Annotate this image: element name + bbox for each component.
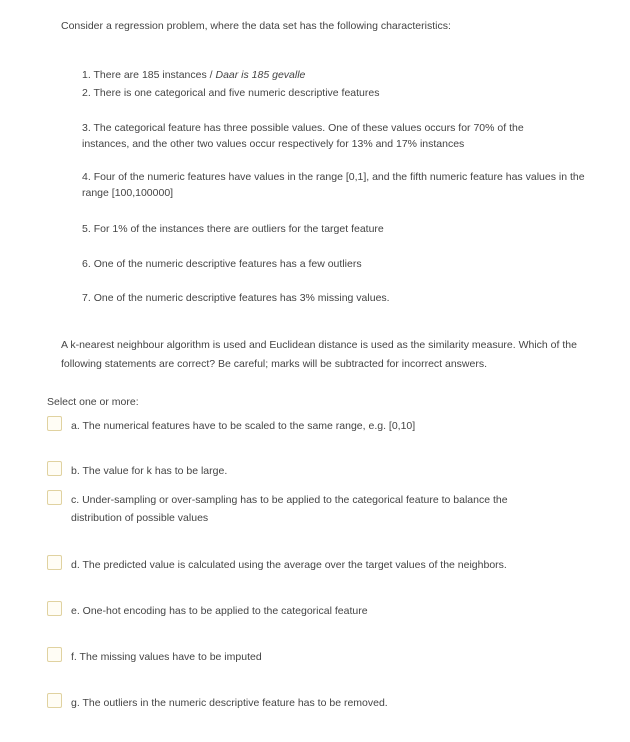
list-item-text: Four of the numeric features have values in the range [0,1], and the fifth numeric feature has values in the range [100,100000] [82, 171, 585, 199]
checkbox[interactable] [47, 601, 62, 616]
list-item-note: Daar is 185 gevalle [215, 69, 306, 81]
list-item-number: 3. [82, 122, 91, 134]
option-label: f. The missing values have to be imputed [71, 651, 262, 663]
checkbox[interactable] [47, 555, 62, 570]
list-item-number: 6. [82, 258, 91, 270]
list-item-text: The categorical feature has three possible values. One of these values occurs for 70% of the instances, and the other two values occur respectively for 13% and 17% instances [82, 122, 524, 150]
list-item [82, 67, 582, 83]
question-text: A k-nearest neighbour algorithm is used and Euclidean distance is used as the similarity measure. Which of the following statements are correct? Be careful; marks will be subtracted for incorrect answers. [61, 339, 577, 370]
list-item-text: There is one categorical and five numeric descriptive features [93, 87, 380, 99]
option-label: b. The value for k has to be large. [71, 465, 228, 477]
list-item-number: 2. [82, 87, 91, 99]
list-item [82, 290, 582, 306]
checkbox[interactable] [47, 647, 62, 662]
checkbox[interactable] [47, 490, 62, 505]
select-label: Select one or more: [47, 396, 139, 408]
option-label: d. The predicted value is calculated using the average over the target values of the neighbors. [71, 559, 507, 571]
checkbox[interactable] [47, 416, 62, 431]
option-label: g. The outliers in the numeric descriptive feature has to be removed. [71, 697, 388, 709]
list-item [82, 256, 582, 272]
list-item [82, 85, 582, 101]
list-item-text: One of the numeric descriptive features has 3% missing values. [93, 292, 390, 304]
list-item [82, 169, 592, 201]
list-item [82, 120, 562, 152]
intro-text: Consider a regression problem, where the data set has the following characteristics: [61, 20, 451, 32]
list-item-text: One of the numeric descriptive features has a few outliers [93, 258, 362, 270]
list-item-text: There are 185 instances / [93, 69, 216, 81]
option-label: a. The numerical features have to be scaled to the same range, e.g. [0,10] [71, 420, 416, 432]
checkbox[interactable] [47, 693, 62, 708]
list-item-number: 1. [82, 69, 91, 81]
list-item-number: 7. [82, 292, 91, 304]
list-item-text: For 1% of the instances there are outliers for the target feature [93, 223, 384, 235]
option-label: c. Under-sampling or over-sampling has to be applied to the categorical feature to balance the distribution of possible values [71, 494, 508, 524]
list-item [82, 221, 582, 237]
option-label: e. One-hot encoding has to be applied to the categorical feature [71, 605, 368, 617]
list-item-number: 4. [82, 171, 91, 183]
list-item-number: 5. [82, 223, 91, 235]
checkbox[interactable] [47, 461, 62, 476]
